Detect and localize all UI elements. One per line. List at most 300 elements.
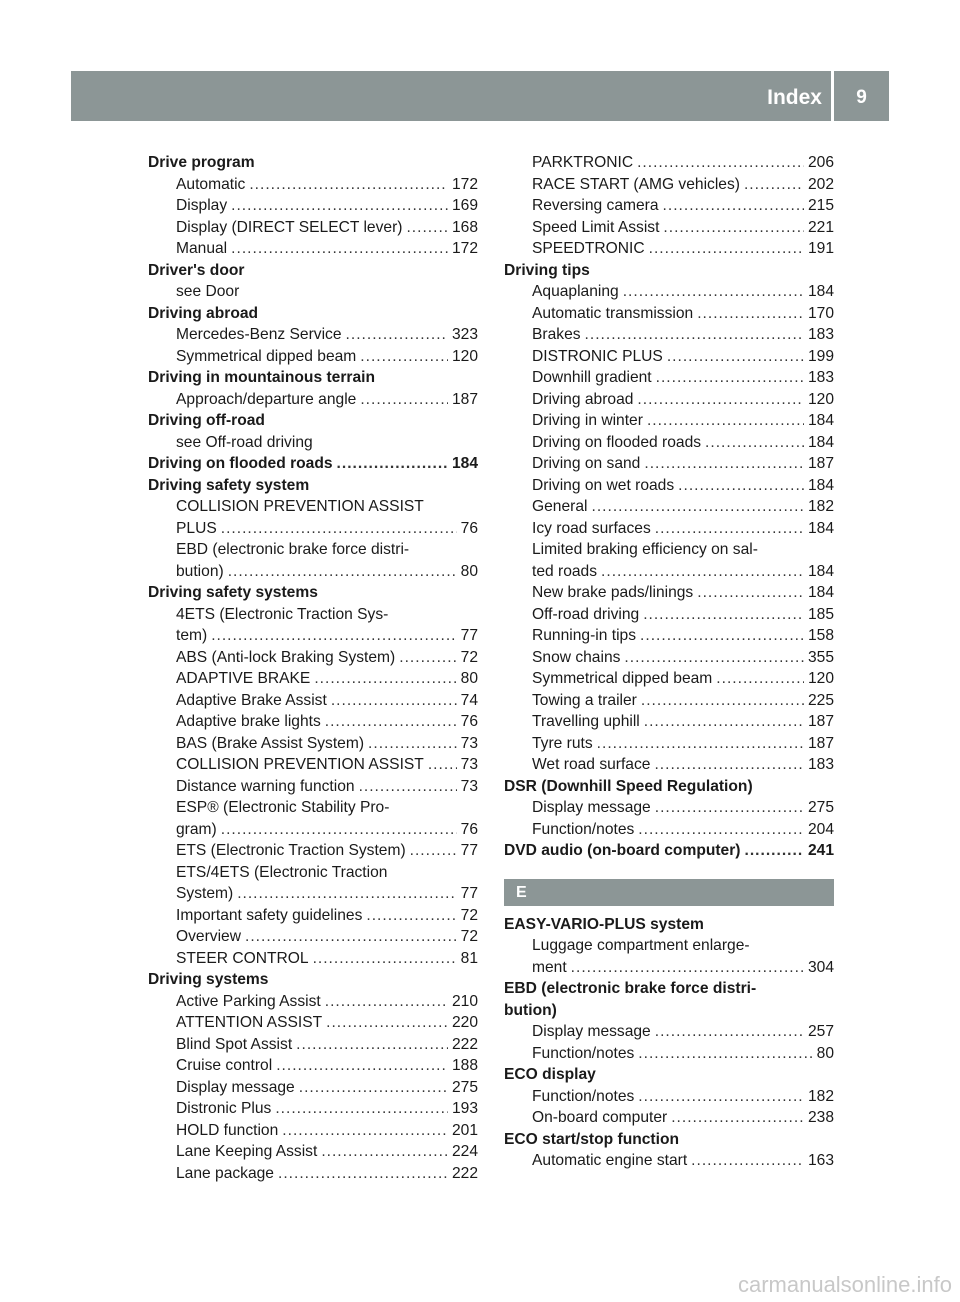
page-ref[interactable]: 81 [460, 949, 478, 967]
index-entry[interactable] [504, 690, 834, 712]
dot-leader [637, 152, 804, 174]
entry-text: Luggage compartment enlarge- [532, 937, 750, 954]
index-entry[interactable] [504, 711, 834, 733]
dot-leader [299, 1077, 448, 1099]
index-entry [148, 797, 478, 819]
entry-text: DISTRONIC PLUS [532, 347, 663, 365]
index-entry[interactable] [504, 754, 834, 776]
entry-text: ment [532, 958, 567, 976]
page-ref[interactable]: 77 [460, 885, 478, 902]
page-ref[interactable]: 201 [451, 1121, 478, 1139]
page-ref[interactable]: 169 [451, 197, 478, 214]
index-entry[interactable] [148, 926, 478, 948]
index-entry[interactable] [504, 475, 834, 497]
page-ref[interactable]: 210 [451, 992, 478, 1010]
index-entry[interactable] [148, 561, 478, 583]
page-ref[interactable]: 304 [807, 958, 834, 976]
page-ref[interactable]: 183 [807, 369, 834, 386]
index-entry[interactable] [504, 389, 834, 411]
index-entry[interactable] [504, 152, 834, 174]
index-entry[interactable] [504, 303, 834, 325]
index-heading [148, 260, 478, 282]
page-ref[interactable]: 355 [807, 648, 834, 666]
entry-text: Important safety guidelines [176, 906, 363, 924]
dot-leader [678, 475, 804, 497]
entry-text: Off-road driving [532, 605, 640, 623]
index-entry[interactable] [504, 281, 834, 303]
entry-text: Travelling uphill [532, 713, 640, 730]
page-ref[interactable]: 183 [807, 756, 834, 773]
index-entry[interactable] [504, 324, 834, 346]
section-title: Index [767, 86, 822, 109]
index-entry[interactable] [504, 625, 834, 647]
index-entry[interactable] [148, 711, 478, 733]
index-letter-header: E [504, 879, 834, 906]
entry-text: Driving on wet roads [532, 476, 675, 494]
page-ref[interactable]: 187 [807, 455, 834, 472]
dot-leader [428, 754, 457, 776]
dot-leader [716, 668, 804, 690]
index-entry[interactable] [504, 367, 834, 389]
entry-text: SPEEDTRONIC [532, 240, 645, 257]
page-ref[interactable]: 224 [451, 1143, 478, 1160]
page-ref[interactable]: 222 [451, 1164, 478, 1182]
index-entry[interactable] [148, 1141, 478, 1163]
entry-text: System) [176, 885, 234, 902]
dot-leader [211, 625, 456, 647]
entry-text: BAS (Brake Assist System) [176, 734, 365, 752]
entry-text: Lane Keeping Assist [176, 1143, 318, 1160]
index-heading [148, 410, 478, 432]
dot-leader [406, 217, 448, 239]
page-ref[interactable]: 77 [460, 842, 478, 859]
dot-leader [231, 195, 448, 217]
index-entry [148, 281, 478, 303]
page-ref[interactable]: 187 [807, 713, 834, 730]
index-entry[interactable] [148, 195, 478, 217]
index-entry [148, 539, 478, 561]
index-heading [504, 776, 834, 798]
entry-text: Function/notes [532, 820, 635, 838]
dot-leader [314, 668, 456, 690]
index-entry[interactable] [504, 1107, 834, 1129]
dot-leader [346, 324, 448, 346]
dot-leader [638, 1043, 812, 1065]
dot-leader [331, 690, 457, 712]
index-heading [148, 152, 478, 174]
entry-text: Distance warning function [176, 777, 355, 795]
index-entry[interactable] [148, 1098, 478, 1120]
index-entry[interactable] [148, 1120, 478, 1142]
page-ref[interactable]: 76 [460, 519, 478, 537]
entry-text: EBD (electronic brake force distri- [176, 541, 410, 558]
index-entry[interactable] [148, 518, 478, 540]
dot-leader [368, 733, 457, 755]
page-ref[interactable]: 221 [807, 218, 834, 236]
index-entry[interactable] [148, 948, 478, 970]
dot-leader [643, 604, 804, 626]
index-entry[interactable] [148, 840, 478, 862]
entry-text: ECO start/stop function [504, 1130, 679, 1148]
page-ref[interactable]: 184 [807, 412, 834, 429]
dot-leader [697, 303, 804, 325]
entry-text: ADAPTIVE BRAKE [176, 670, 311, 687]
index-heading [148, 582, 478, 604]
page-ref[interactable]: 184 [807, 283, 834, 300]
entry-text: Automatic [176, 175, 246, 193]
index-entry[interactable] [504, 604, 834, 626]
index-entry [504, 539, 834, 561]
index-entry[interactable] [148, 754, 478, 776]
page-ref[interactable]: 172 [451, 175, 478, 193]
entry-text: Mercedes-Benz Service [176, 326, 342, 343]
index-entry[interactable] [148, 346, 478, 368]
index-entry[interactable] [148, 389, 478, 411]
index-entry[interactable] [504, 1150, 834, 1172]
index-entry[interactable] [504, 453, 834, 475]
entry-text: Blind Spot Assist [176, 1035, 293, 1053]
entry-text: Function/notes [532, 1087, 635, 1105]
entry-text: PLUS [176, 519, 217, 537]
index-entry [148, 496, 478, 518]
entry-text: On-board computer [532, 1109, 668, 1126]
page-ref[interactable]: 187 [451, 390, 478, 408]
page-ref[interactable]: 225 [807, 691, 834, 709]
index-entry[interactable] [504, 647, 834, 669]
entry-text: Distronic Plus [176, 1100, 272, 1117]
index-entry [148, 604, 478, 626]
page-ref[interactable]: 323 [451, 326, 478, 343]
dot-leader [624, 647, 804, 669]
page-ref[interactable]: 72 [460, 648, 478, 666]
dot-leader [644, 711, 804, 733]
dot-leader [601, 561, 804, 583]
entry-text: COLLISION PREVENTION ASSIST [176, 756, 424, 773]
page-ref[interactable]: 275 [451, 1078, 478, 1096]
entry-text: Brakes [532, 326, 581, 343]
index-entry [148, 432, 478, 454]
dot-leader [313, 948, 457, 970]
index-entry [148, 862, 478, 884]
page-ref[interactable]: 220 [451, 1014, 478, 1031]
index-entry[interactable] [504, 410, 834, 432]
page-ref[interactable]: 241 [807, 842, 834, 859]
index-entry[interactable] [504, 518, 834, 540]
page-ref[interactable]: 182 [807, 498, 834, 515]
entry-text: New brake pads/linings [532, 584, 694, 601]
page-ref[interactable]: 188 [451, 1057, 478, 1074]
dot-leader [410, 840, 457, 862]
page-ref[interactable]: 184 [807, 476, 834, 494]
index-entry[interactable] [148, 625, 478, 647]
page-ref[interactable]: 257 [807, 1023, 834, 1040]
page-ref[interactable]: 76 [460, 713, 478, 730]
index-column-right [504, 152, 834, 1172]
entry-text: Icy road surfaces [532, 519, 651, 537]
entry-text: EASY-VARIO-PLUS system [504, 915, 704, 933]
index-heading [504, 260, 834, 282]
entry-text: Running-in tips [532, 627, 637, 644]
dot-leader [638, 1086, 804, 1108]
entry-text: COLLISION PREVENTION ASSIST [176, 498, 424, 515]
index-entry[interactable] [148, 690, 478, 712]
dot-leader [663, 217, 804, 239]
dot-leader [654, 754, 804, 776]
index-heading [148, 367, 478, 389]
dot-leader [326, 1012, 448, 1034]
dot-leader [325, 991, 448, 1013]
entry-text: General [532, 498, 588, 515]
page-ref[interactable]: 193 [451, 1100, 478, 1117]
entry-text: STEER CONTROL [176, 949, 309, 967]
dot-leader [249, 174, 448, 196]
entry-text: ESP® (Electronic Stability Pro- [176, 799, 390, 816]
dot-leader [655, 797, 804, 819]
page-ref[interactable]: 202 [807, 175, 834, 193]
index-entry[interactable] [504, 1043, 834, 1065]
entry-text: Driving abroad [532, 390, 634, 408]
entry-text: DVD audio (on-board computer) [504, 842, 741, 859]
dot-leader [321, 1141, 448, 1163]
page-ref[interactable]: 72 [460, 906, 478, 924]
entry-text: RACE START (AMG vehicles) [532, 175, 740, 193]
dot-leader [337, 453, 448, 475]
index-entry[interactable] [504, 1021, 834, 1043]
index-entry[interactable] [504, 496, 834, 518]
index-heading [504, 1064, 834, 1086]
page-ref[interactable]: 72 [460, 928, 478, 945]
index-heading [504, 1000, 834, 1022]
dot-leader [691, 1150, 804, 1172]
page-ref[interactable]: 158 [807, 627, 834, 644]
index-entry[interactable] [148, 668, 478, 690]
index-heading [504, 1129, 834, 1151]
entry-text: Driving safety system [148, 476, 310, 494]
index-entry[interactable] [148, 1077, 478, 1099]
dot-leader [655, 1021, 804, 1043]
entry-text: Display message [176, 1078, 295, 1096]
index-entry[interactable] [148, 1034, 478, 1056]
entry-text: Drive program [148, 154, 255, 171]
index-entry[interactable] [504, 346, 834, 368]
entry-text: Driving in winter [532, 412, 643, 429]
dot-leader [571, 957, 804, 979]
entry-text: bution) [176, 562, 224, 580]
page-ref[interactable]: 238 [807, 1109, 834, 1126]
entry-text: Automatic engine start [532, 1152, 688, 1169]
entry-text: Display message [532, 799, 651, 816]
page-ref[interactable]: 74 [460, 691, 478, 709]
entry-text: Automatic transmission [532, 304, 694, 322]
entry-text: Adaptive brake lights [176, 713, 321, 730]
entry-text: Driving systems [148, 971, 269, 988]
entry-text: Driving on flooded roads [532, 433, 702, 451]
dot-leader [663, 195, 804, 217]
page-ref[interactable]: 275 [807, 799, 834, 816]
index-entry[interactable] [504, 195, 834, 217]
index-entry[interactable] [504, 582, 834, 604]
dot-leader [275, 1098, 448, 1120]
page-ref[interactable]: 77 [460, 627, 478, 644]
index-entry[interactable] [148, 883, 478, 905]
index-entry[interactable] [504, 668, 834, 690]
entry-text: Driving on sand [532, 455, 641, 472]
dot-leader [221, 518, 457, 540]
page-ref[interactable]: 168 [451, 218, 478, 236]
page-ref[interactable]: 80 [816, 1044, 834, 1062]
entry-text: Wet road surface [532, 756, 651, 773]
dot-leader [228, 561, 457, 583]
index-entry[interactable] [148, 819, 478, 841]
page-ref[interactable]: 204 [807, 820, 834, 838]
index-entry[interactable] [504, 733, 834, 755]
entry-text: ETS (Electronic Traction System) [176, 842, 406, 859]
page-ref[interactable]: 120 [807, 670, 834, 687]
dot-leader [697, 582, 804, 604]
page-number: 9 [856, 87, 867, 108]
dot-leader [237, 883, 456, 905]
entry-text: Display message [532, 1023, 651, 1040]
page-ref[interactable]: 206 [807, 154, 834, 171]
page-ref[interactable]: 73 [460, 756, 478, 773]
entry-text: Driver's door [148, 261, 245, 279]
dot-leader [655, 518, 804, 540]
index-entry[interactable] [504, 819, 834, 841]
index-entry[interactable] [148, 217, 478, 239]
page-ref[interactable]: 185 [807, 605, 834, 623]
entry-text: Symmetrical dipped beam [176, 347, 357, 365]
dot-leader [591, 496, 803, 518]
page-ref[interactable]: 191 [807, 240, 834, 257]
dot-leader [647, 410, 804, 432]
page-ref[interactable]: 120 [807, 390, 834, 408]
page-ref[interactable]: 80 [460, 670, 478, 687]
dot-leader [325, 711, 457, 733]
entry-text: PARKTRONIC [532, 154, 634, 171]
page-ref[interactable]: 184 [807, 519, 834, 537]
dot-leader [360, 346, 448, 368]
entry-text: HOLD function [176, 1121, 279, 1139]
index-entry[interactable] [148, 1012, 478, 1034]
page-ref[interactable]: 182 [807, 1087, 834, 1105]
dot-leader [399, 647, 456, 669]
entry-text: Driving off-road [148, 412, 265, 429]
entry-text: Limited braking efficiency on sal- [532, 541, 758, 558]
page-ref[interactable]: 76 [460, 820, 478, 838]
dot-leader [366, 905, 456, 927]
entry-text: Driving tips [504, 261, 590, 279]
page-ref[interactable]: 199 [807, 347, 834, 365]
entry-text: Tyre ruts [532, 734, 593, 752]
entry-text: Display [176, 197, 228, 214]
watermark: carmanualsonline.info [737, 1272, 952, 1297]
page-ref[interactable]: 184 [451, 455, 478, 472]
entry-text: Towing a trailer [532, 691, 637, 709]
page-ref[interactable]: 120 [451, 347, 478, 365]
entry-text: Snow chains [532, 648, 621, 666]
page-ref[interactable]: 172 [451, 240, 478, 257]
page-ref[interactable]: 183 [807, 326, 834, 343]
entry-text: 4ETS (Electronic Traction Sys- [176, 605, 389, 623]
index-entry[interactable] [504, 238, 834, 260]
page-ref[interactable]: 215 [807, 197, 834, 214]
page-ref[interactable]: 73 [460, 734, 478, 752]
page-ref[interactable]: 163 [807, 1152, 834, 1169]
dot-leader [221, 819, 457, 841]
entry-text: Active Parking Assist [176, 992, 321, 1010]
entry-text: Display (DIRECT SELECT lever) [176, 218, 403, 236]
dot-leader [745, 840, 804, 862]
entry-text: Overview [176, 928, 241, 945]
entry-text: Approach/departure angle [176, 390, 357, 408]
dot-leader [360, 389, 448, 411]
dot-leader [638, 819, 804, 841]
index-entry[interactable] [504, 1086, 834, 1108]
entry-text: Driving in mountainous terrain [148, 369, 375, 386]
page-ref[interactable]: 184 [807, 433, 834, 451]
dot-leader [705, 432, 804, 454]
index-entry[interactable] [504, 174, 834, 196]
index-entry[interactable] [504, 432, 834, 454]
page-ref[interactable]: 170 [807, 304, 834, 322]
dot-leader [667, 346, 804, 368]
entry-text: bution) [504, 1001, 557, 1019]
entry-text: gram) [176, 820, 217, 838]
entry-text: Driving abroad [148, 304, 259, 322]
dot-leader [245, 926, 457, 948]
entry-text: DSR (Downhill Speed Regulation) [504, 777, 753, 795]
index-entry[interactable] [148, 324, 478, 346]
entry-text: see Door [176, 283, 240, 300]
index-entry[interactable] [148, 238, 478, 260]
dot-leader [597, 733, 804, 755]
dot-leader [282, 1120, 448, 1142]
index-entry[interactable] [504, 217, 834, 239]
entry-text: tem) [176, 627, 208, 644]
dot-leader [359, 776, 457, 798]
entry-text: Reversing camera [532, 197, 659, 214]
page-ref[interactable]: 73 [460, 777, 478, 795]
entry-text: Cruise control [176, 1057, 273, 1074]
index-entry[interactable] [148, 905, 478, 927]
index-entry[interactable] [504, 957, 834, 979]
index-entry[interactable] [148, 1055, 478, 1077]
page-ref[interactable]: 184 [807, 562, 834, 580]
index-heading[interactable] [504, 840, 834, 862]
index-column-left [148, 152, 478, 1184]
dot-leader [276, 1055, 448, 1077]
dot-leader [656, 367, 804, 389]
page-ref[interactable]: 80 [460, 562, 478, 580]
page-ref[interactable]: 222 [451, 1035, 478, 1053]
index-entry[interactable] [148, 174, 478, 196]
index-entry[interactable] [148, 991, 478, 1013]
entry-text: Driving on flooded roads [148, 455, 333, 472]
page-ref[interactable]: 187 [807, 734, 834, 752]
entry-text: Aquaplaning [532, 283, 619, 300]
index-entry[interactable] [504, 797, 834, 819]
dot-leader [649, 238, 804, 260]
index-heading [504, 978, 834, 1000]
page-ref[interactable]: 184 [807, 584, 834, 601]
index-entry[interactable] [148, 1163, 478, 1185]
index-entry[interactable] [148, 647, 478, 669]
index-entry[interactable] [504, 561, 834, 583]
entry-text: EBD (electronic brake force distri- [504, 980, 757, 997]
index-entry[interactable] [148, 776, 478, 798]
index-heading[interactable] [148, 453, 478, 475]
index-entry[interactable] [148, 733, 478, 755]
